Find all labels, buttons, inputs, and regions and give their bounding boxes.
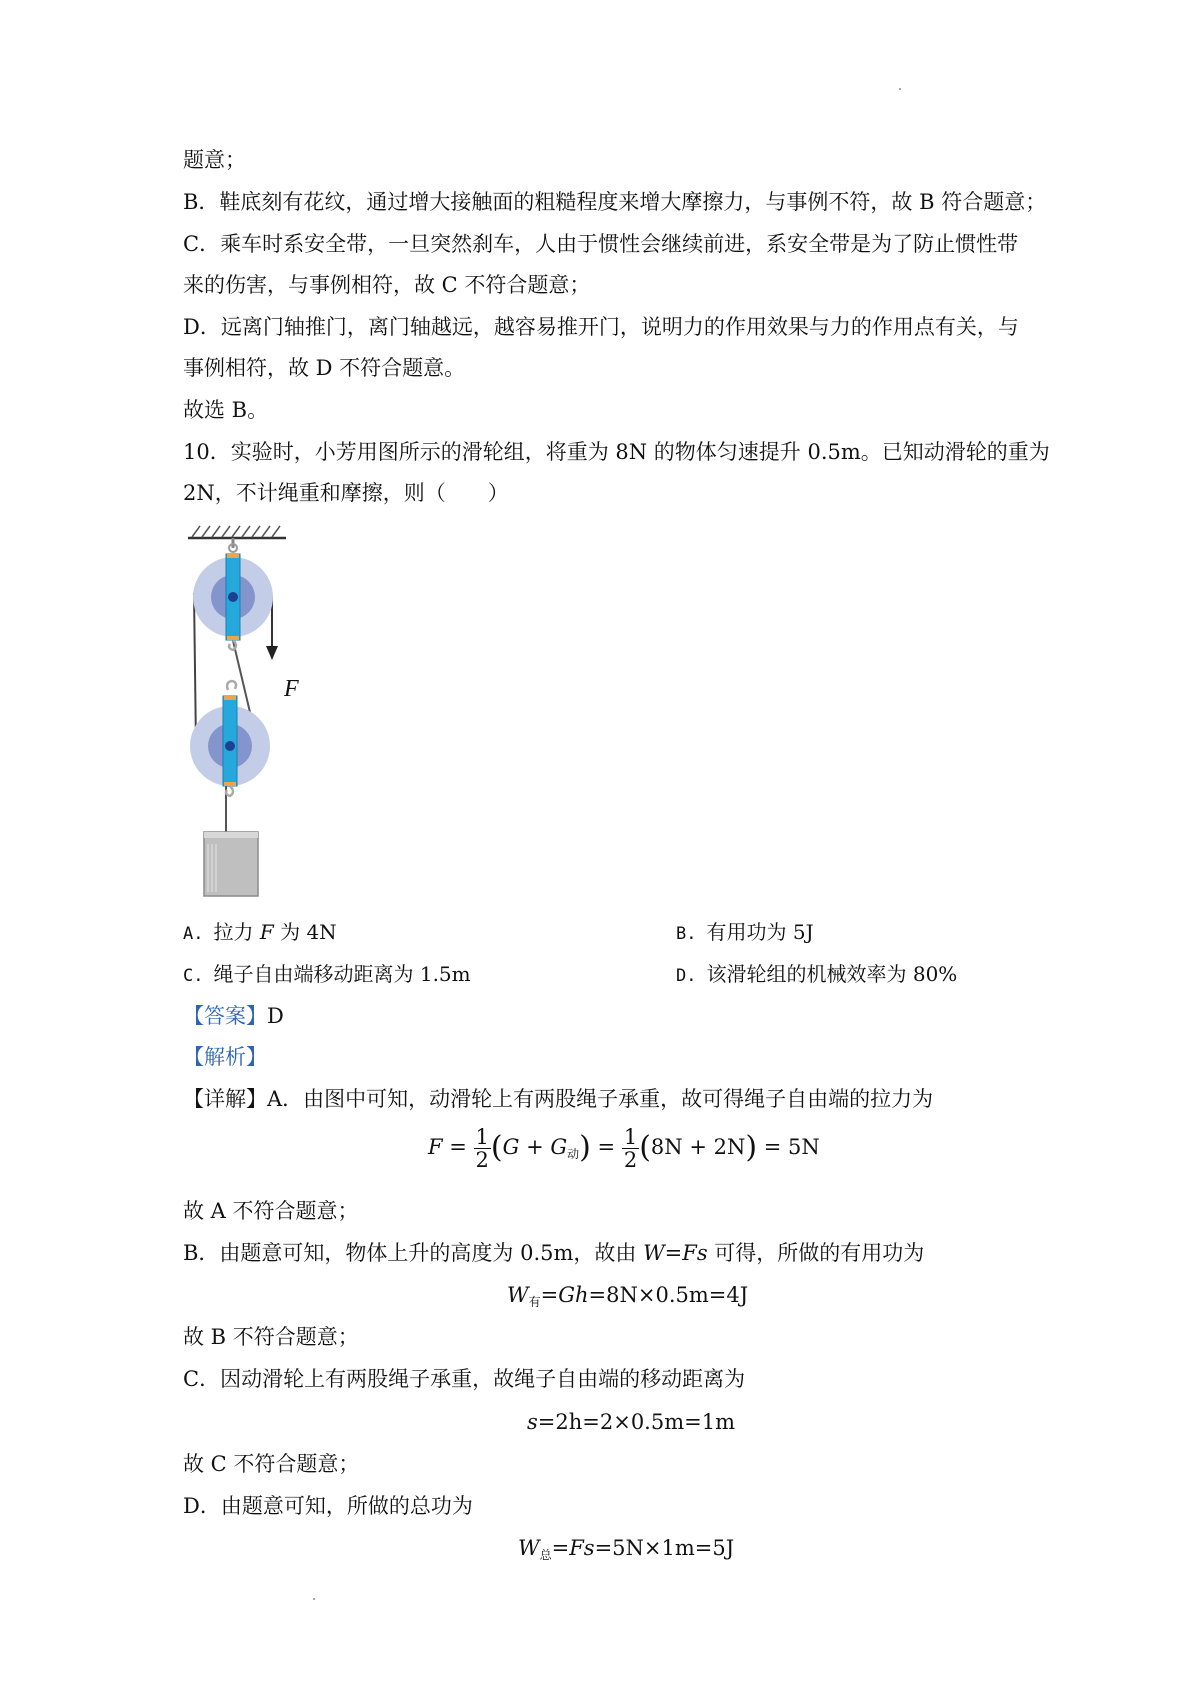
prev-line-4: 来的伤害，与事例相符，故 C 不符合题意； bbox=[183, 273, 591, 297]
detail-b-line: B．由题意可知，物体上升的高度为 0.5m，故由 W=Fs 可得，所做的有用功为 bbox=[183, 1241, 925, 1265]
answer-label: 【答案】 bbox=[183, 1004, 267, 1028]
ceiling-hatch bbox=[192, 526, 280, 537]
detail-a-conclusion: 故 A 不符合题意； bbox=[183, 1199, 359, 1223]
detail-c-line: C．因动滑轮上有两股绳子承重，故绳子自由端的移动距离为 bbox=[183, 1367, 746, 1391]
prev-line-5: D．远离门轴推门，离门轴越远，越容易推开门，说明力的作用效果与力的作用点有关，与 bbox=[183, 315, 1019, 339]
detail-label: 【详解】 bbox=[183, 1087, 267, 1111]
question-line-2: 2N，不计绳重和摩擦，则（ ） bbox=[183, 481, 509, 505]
analysis-label: 【解析】 bbox=[183, 1045, 267, 1069]
detail-b-conclusion: 故 B 不符合题意； bbox=[183, 1325, 359, 1349]
detail-c-conclusion: 故 C 不符合题意； bbox=[183, 1452, 360, 1476]
option-a: A. 拉力 F 为 4N bbox=[183, 920, 337, 944]
option-b: B. 有用功为 5J bbox=[676, 920, 814, 944]
prev-line-3: C．乘车时系安全带，一旦突然刹车，人由于惯性会继续前进，系安全带是为了防止惯性带 bbox=[183, 232, 1019, 256]
equation-1: F = $\frac{1}{2}$ $(G + G_动)$ = $\frac{1}{2}$ (8N + 2N) = 5N bbox=[428, 1125, 820, 1172]
question-line-1: 10．实验时，小芳用图所示的滑轮组，将重为 8N 的物体匀速提升 0.5m。已知动滑轮的重为 bbox=[183, 440, 1050, 464]
option-c: C. 绳子自由端移动距离为 1.5m bbox=[183, 962, 471, 986]
force-arrow-head bbox=[266, 646, 278, 660]
rope-left bbox=[194, 593, 196, 746]
force-label: F bbox=[284, 676, 299, 702]
bottom-hook-icon bbox=[226, 786, 233, 796]
movable-top-hook-icon bbox=[227, 681, 236, 690]
detail-d-line: D．由题意可知，所做的总功为 bbox=[183, 1494, 473, 1518]
prev-line-6: 事例相符，故 D 不符合题意。 bbox=[183, 356, 466, 380]
movable-pulley-axle bbox=[225, 741, 235, 751]
prev-line-1: 题意； bbox=[183, 148, 246, 172]
fixed-pulley-axle bbox=[228, 592, 238, 602]
equation-2: $W_有=Gh=8N\times 0.5m=4J$ bbox=[507, 1283, 749, 1309]
answer-line bbox=[183, 1003, 284, 1029]
equation-4: $W_总=Fs=5N\times 1m=5J$ bbox=[518, 1536, 735, 1562]
bottom-mark bbox=[313, 1598, 315, 1600]
prev-line-7: 故选 B。 bbox=[183, 398, 269, 422]
option-d: D. 该滑轮组的机械效率为 80% bbox=[676, 962, 958, 986]
prev-line-2: B．鞋底刻有花纹，通过增大接触面的粗糙程度来增大摩擦力，与事例不符，故 B 符合题意； bbox=[183, 190, 1047, 214]
answer-value: D bbox=[267, 1004, 284, 1028]
detail-a-line: 【详解】A．由图中可知，动滑轮上有两股绳子承重，故可得绳子自由端的拉力为 bbox=[183, 1087, 934, 1111]
equation-3: s=2h=2×0.5m=1m bbox=[527, 1410, 735, 1434]
top-mark bbox=[899, 88, 901, 90]
pulley-figure bbox=[182, 518, 322, 910]
